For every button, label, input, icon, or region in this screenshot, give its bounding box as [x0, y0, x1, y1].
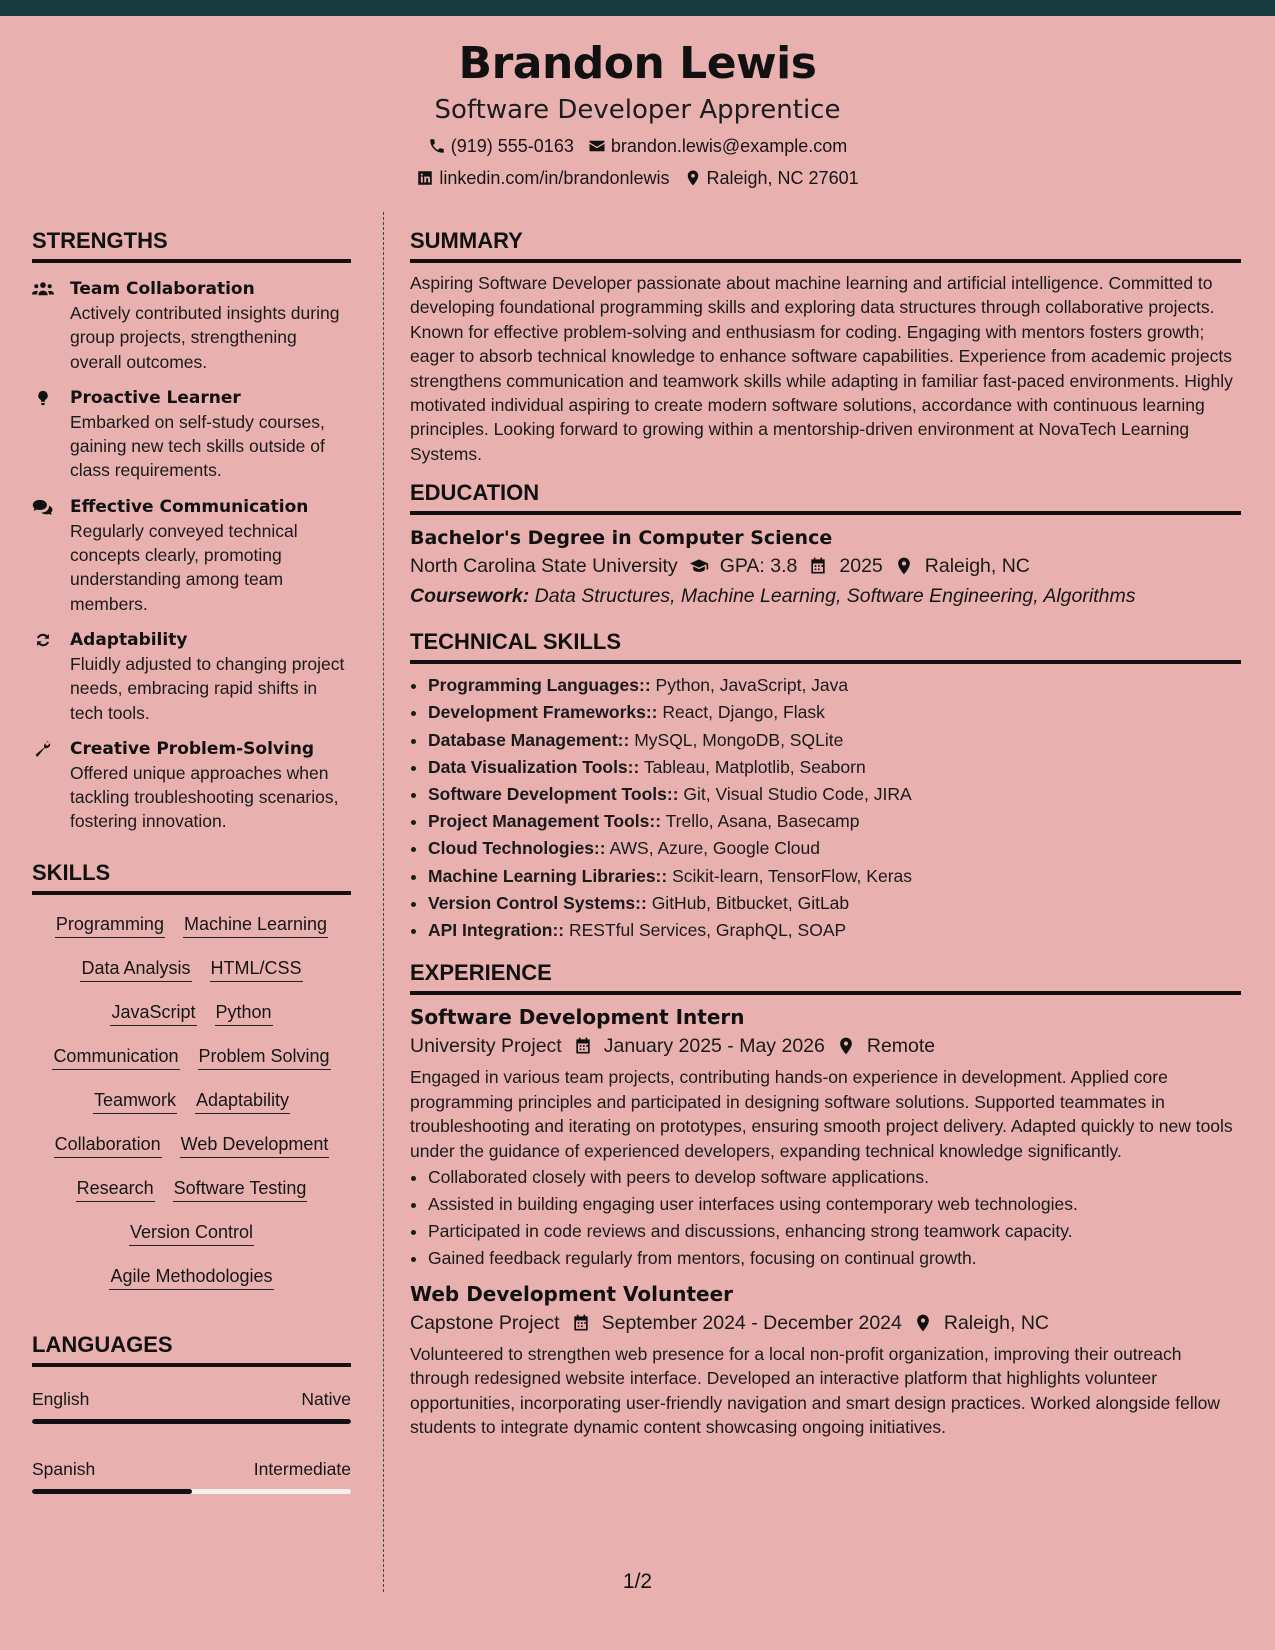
tech-skill-value: GitHub, Bitbucket, GitLab: [651, 892, 850, 913]
strength-desc: Regularly conveyed technical concepts clearly, promoting understanding among team members.: [70, 520, 298, 614]
job-entry: [410, 1003, 1241, 1272]
tech-skill-value: Trello, Asana, Basecamp: [665, 811, 860, 832]
language-proficiency-bar: [32, 1489, 351, 1494]
strength-item: [32, 495, 351, 616]
strength-item: [32, 386, 351, 483]
strength-item: [32, 737, 351, 834]
job-bullet: • Participated in code reviews and discussions, enhancing strong teamwork capacity.: [428, 1218, 1241, 1245]
language-proficiency-fill: [32, 1489, 192, 1494]
sync-icon: [32, 628, 70, 725]
job-dates: January 2025 - May 2026: [603, 1035, 825, 1058]
skill-tag: Research: [76, 1177, 155, 1202]
language-item: [32, 1387, 351, 1424]
tech-skill-item: [428, 890, 1241, 917]
degree-title: Bachelor's Degree in Computer Science: [410, 527, 833, 550]
skill-tag: Machine Learning: [183, 913, 328, 938]
right-column: [410, 226, 1241, 1440]
job-org: Capstone Project: [410, 1311, 560, 1334]
gpa-text: GPA: 3.8: [719, 555, 798, 578]
education-meta: [410, 551, 1241, 581]
skill-tag: Web Development: [180, 1133, 330, 1158]
job-bullet: • Assisted in building engaging user interfaces using contemporary web technologies.: [428, 1191, 1241, 1218]
email-text[interactable]: brandon.lewis@example.com: [610, 136, 848, 156]
map-pin-icon: [684, 169, 702, 187]
tech-skill-item: [428, 672, 1241, 699]
skill-tag: Collaboration: [54, 1133, 162, 1158]
contact-row-2: [0, 166, 1275, 190]
linkedin-text[interactable]: linkedin.com/in/brandonlewis: [439, 168, 670, 188]
graduation-cap-icon: [688, 555, 710, 577]
resume-header: [0, 36, 1275, 190]
language-proficiency-fill: [32, 1419, 351, 1424]
page-number: 1/2: [622, 1570, 653, 1593]
phone-contact: [428, 134, 574, 158]
skill-tag: Software Testing: [173, 1177, 308, 1202]
tech-skill-item: [428, 781, 1241, 808]
left-column: [32, 226, 351, 1494]
wrench-icon: [32, 737, 70, 834]
tech-skill-value: Git, Visual Studio Code, JIRA: [683, 784, 912, 805]
education-heading: EDUCATION: [410, 478, 1241, 515]
map-pin-icon: [912, 1312, 934, 1334]
job-location: Raleigh, NC: [943, 1311, 1049, 1334]
tech-skill-value: RESTful Services, GraphQL, SOAP: [568, 920, 847, 941]
map-pin-icon: [893, 555, 915, 577]
tech-skill-item: [428, 699, 1241, 726]
strength-item: [32, 628, 351, 725]
tech-skill-value: Python, JavaScript, Java: [655, 675, 849, 696]
tech-skill-value: Scikit-learn, TensorFlow, Keras: [672, 865, 913, 886]
job-bullet: • Gained feedback regularly from mentors, focusing on continual growth.: [428, 1245, 1241, 1272]
skills-list: [32, 913, 351, 1290]
coursework-label: Coursework:: [410, 585, 530, 608]
top-accent-bar: [0, 0, 1275, 16]
skill-tag: HTML/CSS: [210, 957, 303, 982]
summary-text: Aspiring Software Developer passionate about machine learning and artificial intelligence. Committed to developing foundational programming skills and exploring data structures through collaborative projects. Known for effective problem-solving and enthusiasm for coding. Engaging with mentors fosters growth; eager to absorb technical knowledge to enhance software capabilities. Experience from academic projects strengthens communication and teamwork skills while adapting in familiar fast-paced environments. Highly motivated individual aspiring to create modern software solutions, accordance with continuous learning principles. Looking forward to growing within a mentorship-driven environment at NovaTech Learning Systems.: [410, 273, 1233, 464]
strengths-heading: STRENGTHS: [32, 226, 351, 263]
strength-title: Proactive Learner: [70, 387, 241, 408]
tech-skill-label: Database Management::: [428, 729, 630, 750]
tech-skill-item: [428, 835, 1241, 862]
skill-tag: Agile Methodologies: [109, 1265, 273, 1290]
candidate-role: Software Developer Apprentice: [434, 95, 841, 125]
language-item: [32, 1457, 351, 1494]
tech-skill-item: [428, 863, 1241, 890]
tech-skill-value: React, Django, Flask: [662, 702, 825, 723]
strength-desc: Embarked on self-study courses, gaining new tech skills outside of class requirements.: [70, 411, 325, 481]
calendar-icon: [807, 555, 829, 577]
job-location: Remote: [866, 1035, 936, 1058]
skill-tag: Version Control: [129, 1221, 254, 1246]
tech-skill-label: Software Development Tools::: [428, 784, 679, 805]
tech-skill-label: Development Frameworks::: [428, 702, 658, 723]
technical-skills-heading: TECHNICAL SKILLS: [410, 627, 1241, 664]
linkedin-contact[interactable]: [416, 166, 669, 190]
map-pin-icon: [835, 1035, 857, 1057]
skill-tag: Problem Solving: [198, 1045, 331, 1070]
tech-skill-label: API Integration::: [428, 920, 565, 941]
job-title: Web Development Volunteer: [410, 1281, 734, 1306]
skills-heading: SKILLS: [32, 858, 351, 895]
tech-skill-value: MySQL, MongoDB, SQLite: [634, 729, 844, 750]
linkedin-icon: [416, 169, 434, 187]
tech-skill-item: [428, 917, 1241, 944]
language-name: Spanish: [32, 1458, 96, 1479]
skill-tag: JavaScript: [110, 1001, 196, 1026]
skill-tag: Python: [215, 1001, 273, 1026]
job-entry: [410, 1280, 1241, 1440]
strength-title: Creative Problem-Solving: [70, 738, 315, 759]
strength-item: [32, 277, 351, 374]
tech-skill-item: [428, 754, 1241, 781]
job-title: Software Development Intern: [410, 1005, 745, 1030]
strength-desc: Actively contributed insights during group projects, strengthening overall outcomes.: [70, 303, 340, 372]
language-level: Intermediate: [253, 1458, 351, 1479]
job-meta: [410, 1031, 1241, 1061]
job-bullet: • Collaborated closely with peers to develop software applications.: [428, 1164, 1241, 1191]
column-divider: [383, 212, 384, 1592]
calendar-icon: [570, 1312, 592, 1334]
tech-skill-label: Version Control Systems::: [428, 892, 647, 913]
skill-tag: Communication: [52, 1045, 179, 1070]
language-name: English: [32, 1388, 90, 1409]
school-location: Raleigh, NC: [924, 555, 1030, 578]
phone-icon: [428, 137, 446, 155]
tech-skill-label: Machine Learning Libraries::: [428, 865, 668, 886]
lightbulb-icon: [32, 386, 70, 483]
job-meta: [410, 1308, 1241, 1338]
coursework-list: Data Structures, Machine Learning, Software Engineering, Algorithms: [534, 585, 1136, 608]
calendar-icon: [572, 1035, 594, 1057]
skill-tag: Adaptability: [195, 1089, 290, 1114]
job-description: Engaged in various team projects, contributing hands-on experience in development. Applied core programming principles and participated in designing software solutions. Supported teammates in troubleshooting and iterating on prototypes, ensuring smooth project delivery. Adapted quickly to new tools under the guidance of experienced developers, expanding technical knowledge significantly.: [410, 1067, 1233, 1161]
languages-heading: LANGUAGES: [32, 1330, 351, 1367]
tech-skill-value: Tableau, Matplotlib, Seaborn: [643, 756, 866, 777]
users-icon: [32, 277, 70, 374]
skill-tag: Data Analysis: [80, 957, 191, 982]
language-proficiency-bar: [32, 1419, 351, 1424]
graduation-year: 2025: [839, 555, 883, 578]
skill-tag: Teamwork: [93, 1089, 177, 1114]
tech-skill-label: Programming Languages::: [428, 675, 651, 696]
technical-skills-list: [410, 672, 1241, 944]
strength-title: Team Collaboration: [70, 279, 255, 299]
location-text: Raleigh, NC 27601: [706, 168, 859, 188]
candidate-name: Brandon Lewis: [458, 38, 817, 89]
tech-skill-item: [428, 727, 1241, 754]
phone-text: (919) 555-0163: [450, 136, 574, 156]
tech-skill-label: Project Management Tools::: [428, 811, 662, 832]
envelope-icon: [588, 137, 606, 155]
summary-heading: SUMMARY: [410, 226, 1241, 263]
strength-desc: Offered unique approaches when tackling troubleshooting scenarios, fostering innovation.: [70, 762, 339, 832]
job-dates: September 2024 - December 2024: [601, 1311, 902, 1334]
school-name: North Carolina State University: [410, 555, 678, 578]
comments-icon: [32, 495, 70, 616]
location-contact: [684, 166, 859, 190]
strength-title: Effective Communication: [70, 496, 309, 517]
skill-tag: Programming: [55, 913, 165, 938]
tech-skill-value: AWS, Azure, Google Cloud: [609, 838, 820, 859]
tech-skill-label: Data Visualization Tools::: [428, 756, 640, 777]
strength-desc: Fluidly adjusted to changing project needs, embracing rapid shifts in tech tools.: [70, 653, 345, 723]
experience-heading: EXPERIENCE: [410, 958, 1241, 995]
tech-skill-item: [428, 808, 1241, 835]
job-org: University Project: [410, 1035, 562, 1058]
strength-title: Adaptability: [70, 629, 188, 650]
job-bullets: [410, 1164, 1241, 1272]
coursework: [410, 581, 1241, 611]
tech-skill-label: Cloud Technologies::: [428, 838, 606, 859]
strengths-list: [32, 277, 351, 834]
job-description: Volunteered to strengthen web presence for a local non-profit organization, improving their outreach through redesigned website interface. Developed an interactive platform that highlights volunteer opportunities, incorporating user-friendly navigation and smart design practices. Worked alongside fellow students to integrate dynamic content showcasing ongoing initiatives.: [410, 1343, 1220, 1438]
contact-row-1: [0, 134, 1275, 158]
email-contact[interactable]: [588, 134, 847, 158]
language-level: Native: [301, 1388, 351, 1409]
